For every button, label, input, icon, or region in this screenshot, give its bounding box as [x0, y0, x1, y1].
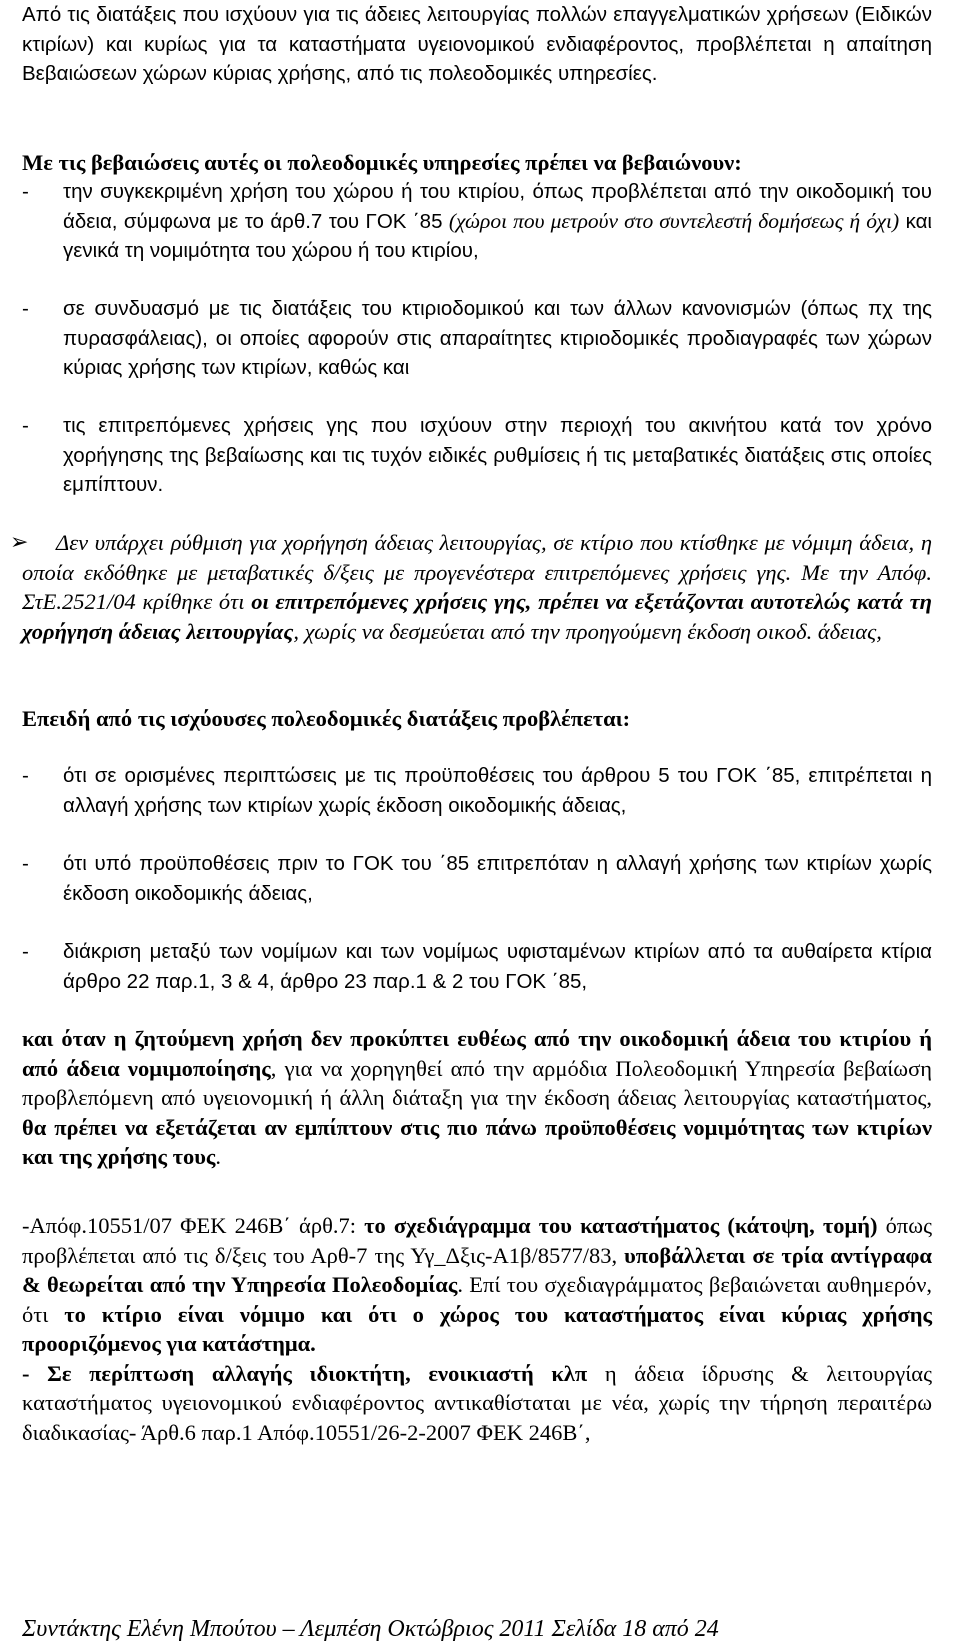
- conditions-paragraph: [22, 1024, 932, 1172]
- bullet-dash: -: [22, 297, 29, 320]
- bullet-dash: -: [22, 180, 29, 203]
- section1-item-1-part3: και γενικά τη νομιμότητα του χώρου ή του κτιρίου,: [63, 209, 932, 262]
- section1-item-3-text: τις επιτρεπόμενες χρήσεις γης που ισχύουν στην περιοχή του ακινήτου κατά τον χρόνο χορήγησης της βεβαίωσης και τις τυχόν ειδικές ρυθμίσεις ή τις μεταβατικές διατάξεις στις οποίες εμπίπτουν.: [63, 414, 932, 496]
- section2-item-1-text: ότι σε ορισμένες περιπτώσεις με τις προϋποθέσεις του άρθρου 5 του ΓΟΚ ΄85, επιτρέπεται η αλλαγή χρήσης των κτιρίων χωρίς έκδοση οικοδομικής άδειας,: [63, 764, 932, 817]
- decision-bold-2: υποβάλλεται σε τρία αντίγραφα & θεωρείται από την Υπηρεσία Πολεοδομίας: [22, 1242, 932, 1297]
- arrow-block-italic-2: , χωρίς να δεσμεύεται από την προηγούμενη έκδοση οικοδ. άδειας,: [293, 618, 882, 644]
- conditions-text-1: , για να χορηγηθεί από την αρμόδια Πολεοδομική Υπηρεσία βεβαίωση προβλεπόμενη από υγειονομική ή άλλη διάταξη για την έκδοση άδειας λειτουργίας καταστήματος,: [22, 1055, 932, 1110]
- arrow-block-bold: οι επιτρεπόμενες χρήσεις γης, πρέπει να εξετάζονται αυτοτελώς κατά τη χορήγηση άδειας λειτουργίας: [22, 589, 932, 644]
- section2-item-3-text: διάκριση μεταξύ των νομίμων και των νομίμως υφισταμένων κτιρίων από τα αυθαίρετα κτίρια άρθρο 22 παρ.1, 3 & 4, άρθρο 23 παρ.1 & 2 του ΓΟΚ ΄85,: [63, 940, 932, 993]
- conditions-bold-2: θα πρέπει να εξετάζεται αν εμπίπτουν στις πιο πάνω προϋποθέσεις νομιμότητας των κτιρίων και της χρήσης τους: [22, 1114, 932, 1169]
- section1-item-2: [22, 294, 932, 383]
- section1-item-1: [22, 177, 932, 266]
- section2-item-1: [22, 761, 932, 820]
- arrow-block: [10, 528, 932, 646]
- section1-item-1-part1: την συγκεκριμένη χρήση του χώρου ή του κτιρίου, όπως προβλέπεται από την οικοδομική του άδεια, σύμφωνα με το άρθ.7 του ΓΟΚ ΄85: [63, 180, 932, 233]
- section1-item-3: [22, 411, 932, 500]
- section2-item-2: [22, 849, 932, 908]
- section1-heading: Με τις βεβαιώσεις αυτές οι πολεοδομικές υπηρεσίες πρέπει να βεβαιώνουν:: [22, 150, 742, 175]
- section1-item-1-text: [63, 177, 932, 266]
- section1-item-2-text: σε συνδυασμό με τις διατάξεις του κτιριοδομικού και των άλλων κανονισμών (όπως πχ της πυρασφάλειας), οι οποίες αφορούν στις απαραίτητες κτιριοδομικές προδιαγραφές των χώρων κύριας χρήσης των κτιρίων, καθώς και: [63, 297, 932, 379]
- bullet-dash: -: [22, 414, 29, 437]
- decision-bold-3: το κτίριο είναι νόμιμο και ότι ο χώρος του καταστήματος είναι κύριας χρήσης προοριζόμενος για κατάστημα.: [22, 1301, 932, 1356]
- page-footer: Συντάκτης Ελένη Μπούτου – Λεμπέση Οκτώβριος 2011 Σελίδα 18 από 24: [22, 1616, 719, 1642]
- bullet-dash: -: [22, 852, 29, 875]
- decision-text-1: -Απόφ.10551/07 ΦΕΚ 246Β΄ άρθ.7:: [22, 1213, 365, 1238]
- decision-paragraph: [22, 1211, 932, 1447]
- conditions-bold-1: και όταν η ζητούμενη χρήση δεν προκύπτει ευθέως από την οικοδομική άδεια του κτιρίου ή από άδεια νομιμοποίησης: [22, 1026, 932, 1081]
- bullet-dash: -: [22, 940, 29, 963]
- section2-item-3: [22, 937, 932, 996]
- decision-bold-1: το σχεδιάγραμμα του καταστήματος (κάτοψη, τομή): [364, 1213, 878, 1238]
- decision-text-2: όπως προβλέπεται από τις δ/ξεις του Αρθ-7 της Υγ_Δξις-Α1β/8577/83,: [22, 1213, 932, 1268]
- arrow-block-text: [22, 528, 932, 646]
- section1-item-1-italic: (χώροι που μετρούν στο συντελεστή δομήσεως ή όχι): [448, 208, 900, 233]
- arrow-block-italic-1: Δεν υπάρχει ρύθμιση για χορήγηση άδειας λειτουργίας, σε κτίριο που κτίσθηκε με νόμιμη άδεια, η οποία εκδόθηκε με μεταβατικές δ/ξεις με προγενέστερα επιτρεπόμενες χρήσεις γης. Με την Απόφ. ΣτΕ.2521/04 κρίθηκε ότι: [22, 530, 932, 614]
- conditions-text-2: .: [215, 1144, 222, 1169]
- section2-heading: Επειδή από τις ισχύουσες πολεοδομικές διατάξεις προβλέπεται:: [22, 706, 631, 731]
- arrow-bullet-icon: ➢: [10, 530, 29, 555]
- intro-paragraph: Από τις διατάξεις που ισχύουν για τις άδειες λειτουργίας πολλών επαγγελματικών χρήσεων (Ειδικών κτιρίων) και κυρίως για τα καταστήματα υγειονομικού ενδιαφέροντος, προβλέπεται η απαίτηση Βεβαιώσεων χώρων κύριας χρήσης, από τις πολεοδομικές υπηρεσίες.: [22, 3, 932, 85]
- decision-text-4: η άδεια ίδρυσης & λειτουργίας καταστήματος υγειονομικού ενδιαφέροντος αντικαθίσταται με νέα, χωρίς την τήρηση περαιτέρω διαδικασίας- Άρθ.6 παρ.1 Απόφ.10551/26-2-2007 ΦΕΚ 246Β΄,: [22, 1360, 933, 1445]
- section2-item-2-text: ότι υπό προϋποθέσεις πριν το ΓΟΚ του ΄85 επιτρεπόταν η αλλαγή χρήσης των κτιρίων χωρίς έκδοση οικοδομικής άδειας,: [63, 852, 932, 905]
- bullet-dash: -: [22, 764, 29, 787]
- decision-bold-4: - Σε περίπτωση αλλαγής ιδιοκτήτη, ενοικιαστή κλπ: [22, 1360, 588, 1386]
- decision-text-3: . Επί του σχεδιαγράμματος βεβαιώνεται αυθημερόν, ότι: [22, 1272, 932, 1327]
